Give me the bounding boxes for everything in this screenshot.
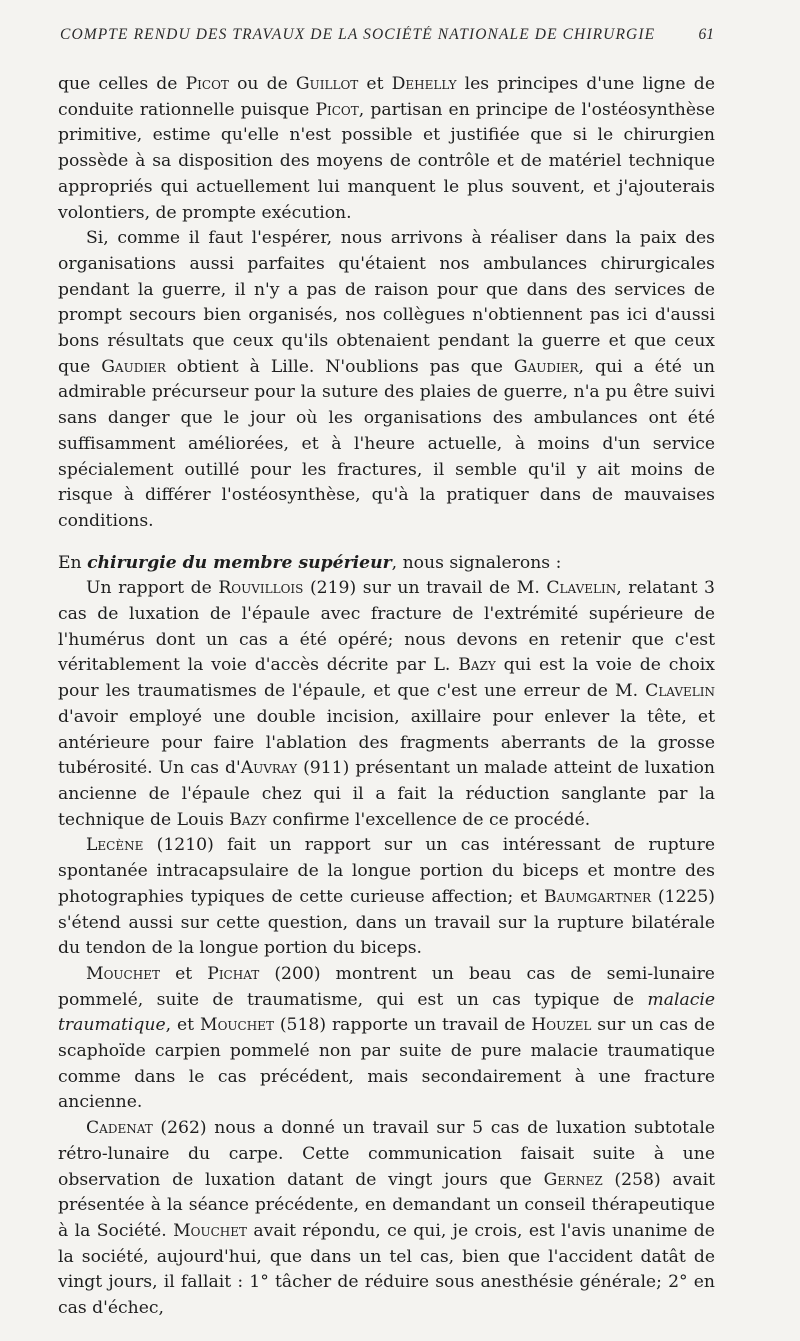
author-name: Baumgartner (543, 886, 652, 907)
author-name: Bazy (229, 809, 267, 830)
paragraph-2: Si, comme il faut l'espérer, nous arrivons à réaliser dans la paix des organisations aussi parfaites qu'étaient nos ambulances chirurgicales pendant la guerre, il n'y a pas de raison pour que dans des services de prompt secours bien organisés, nos collègues n'obtiennent pas ici d'aussi bons résultats que ceux qu'ils obtenaient pendant la guerre et que ceux que Gaudier obtient à Lille. N'oublions pas que Gaudier, qui a été un admirable précurseur pour la suture des plaies de guerre, n'a pu être suivi sans danger que le jour où les organisations des ambulances ont été suffisamment améliorées, et à l'heure actuelle, à moins d'un service spécialement outillé pour les fractures, il semble qu'il y ait moins de risque à différer l'ostéosynthèse, qu'à la pratiquer dans de mauvaises conditions. (58, 228, 715, 531)
body-text (58, 72, 715, 1322)
paragraph-6: Mouchet et Pichat (200) montrent un beau cas de semi-lunaire pommelé, suite de traumatisme, qui est un cas typique de malacie traumatique, et Mouchet (518) rapporte un travail de Houzel sur un cas de scaphoïde carpien pommelé non par suite de pure malacie traumatique comme dans le cas précédent, mais secondairement à une fracture ancienne. (58, 963, 716, 1113)
author-name: Mouchet (199, 1015, 274, 1036)
emphasized-term: malacie traumatique (58, 989, 715, 1036)
author-name: Gaudier (513, 356, 579, 377)
author-name: Houzel (531, 1015, 592, 1036)
author-name: Clavelin (546, 578, 617, 599)
author-name: Picot (315, 99, 359, 120)
running-header: COMPTE RENDU DES TRAVAUX DE LA SOCIÉTÉ NATIONALE DE CHIRURGIE (60, 26, 656, 43)
author-name: Lecène (86, 835, 144, 856)
author-name: Mouchet (86, 963, 160, 984)
author-name: Guillot (295, 74, 359, 94)
author-name: Gernez (543, 1169, 603, 1190)
page-number: 61 (698, 26, 714, 43)
author-name: Bazy (458, 655, 496, 676)
author-name: Mouchet (173, 1220, 248, 1241)
section-spacer (58, 535, 715, 551)
author-name: Pichat (207, 963, 260, 984)
author-name: Picot (185, 74, 229, 94)
section-heading-paragraph: En chirurgie du membre supérieur, nous signalerons : (58, 552, 562, 573)
section-topic: chirurgie du membre supérieur (87, 552, 392, 573)
author-name: Clavelin (645, 681, 715, 702)
author-name: Rouvillois (218, 578, 304, 599)
author-name: Auvray (240, 758, 298, 779)
paragraph-1: que celles de Picot ou de Guillot et Dehelly les principes d'une ligne de conduite rationnelle puisque Picot, partisan en principe de l'ostéosynthèse primitive, estime qu'elle n'est possible et justifiée que si le chirurgien possède à sa disposition des moyens de contrôle et de matériel technique appropriés qui actuellement lui manquent le plus souvent, et j'ajouterais volontiers, de prompte exécution. (58, 74, 715, 223)
author-name: Gaudier (101, 356, 166, 377)
author-name: Cadenat (86, 1118, 153, 1139)
paragraph-4: Un rapport de Rouvillois (219) sur un travail de M. Clavelin, relatant 3 cas de luxation de l'épaule avec fracture de l'extrémité supérieure de l'humérus dont un cas a été opéré; nous devons en retenir que c'est véritablement la voie d'accès décrite par L. Bazy qui est la voie de choix pour les traumatismes de l'épaule, et que c'est une erreur de M. Clavelin d'avoir employé une double incision, axillaire pour enlever la tête, et antérieure pour faire l'ablation des fragments aberrants de la grosse tubérosité. Un cas d'Auvray (911) présentant un malade atteint de luxation ancienne de l'épaule chez qui il a fait la réduction sanglante par la technique de Louis Bazy confirme l'excellence de ce procédé. (58, 578, 715, 830)
paragraph-7: Cadenat (262) nous a donné un travail sur 5 cas de luxation subtotale rétro-lunaire du carpe. Cette communication faisait suite à une observation de luxation datant de vingt jours que Gernez (258) avait présentée à la séance précédente, en demandant un conseil thérapeutique à la Société. Mouchet avait répondu, ce qui, je crois, est l'avis unanime de la société, aujourd'hui, que dans un tel cas, bien que l'accident datât de vingt jours, il fallait : 1° tâcher de réduire sous anesthésie générale; 2° en cas d'échec, (58, 1118, 715, 1319)
author-name: Dehelly (391, 74, 457, 94)
paragraph-5: Lecène (1210) fait un rapport sur un cas intéressant de rupture spontanée intracapsulaire de la longue portion du biceps et montre des photographies typiques de cette curieuse affection; et Baumgartner (1225) s'étend aussi sur cette question, dans un travail sur la rupture bilatérale du tendon de la longue portion du biceps. (58, 835, 715, 959)
